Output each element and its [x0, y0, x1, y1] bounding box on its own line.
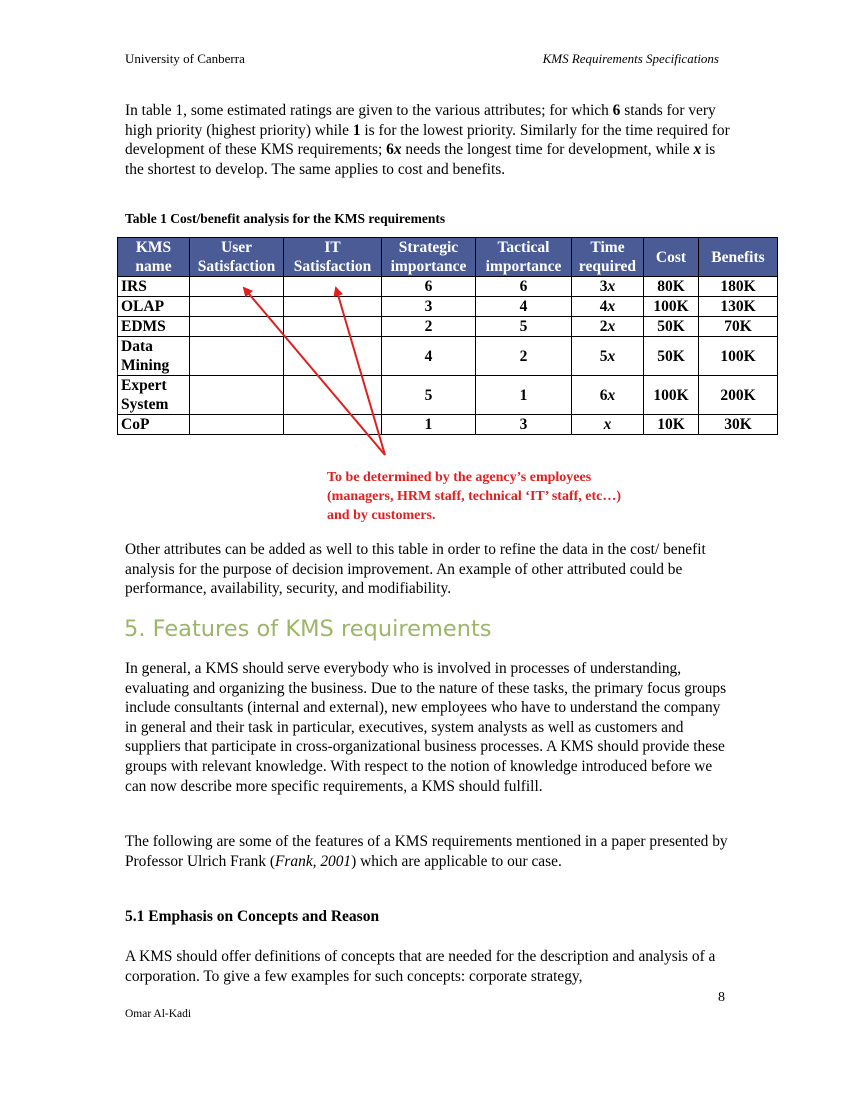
col-header-it-satisfaction: IT Satisfaction	[284, 238, 382, 277]
cell-name: OLAP	[118, 297, 190, 317]
intro-paragraph: In table 1, some estimated ratings are given to the various attributes; for which 6 stands for very high priority (highest priority) while 1 is for the lowest priority. Similarly for the time required for development of these KMS requirements; 6x needs the longest time for development, while x is the shortest to develop. The same applies to cost and benefits.	[125, 102, 730, 178]
cell-tactical: 6	[476, 277, 572, 297]
cell-time: 5x	[572, 337, 644, 376]
cell-tactical: 1	[476, 376, 572, 415]
cell-time: 4x	[572, 297, 644, 317]
col-header-cost: Cost	[644, 238, 699, 277]
cell-benefits: 200K	[699, 376, 778, 415]
cell-strategic: 4	[382, 337, 476, 376]
header-left: University of Canberra	[125, 51, 245, 66]
cell-tactical: 3	[476, 415, 572, 435]
col-header-kms-name: KMS name	[118, 238, 190, 277]
other-attributes-paragraph: Other attributes can be added as well to this table in order to refine the data in the cost/ benefit analysis for the purpose of decision improvement. An example of other attributed could be performance, availability, security, and modifiability.	[125, 541, 706, 598]
cell-benefits: 100K	[699, 337, 778, 376]
page-number: 8	[718, 990, 725, 1005]
cell-strategic: 2	[382, 317, 476, 337]
cell-strategic: 3	[382, 297, 476, 317]
cell-time: 3x	[572, 277, 644, 297]
footer-author: Omar Al-Kadi	[125, 1008, 192, 1020]
cell-name: CoP	[118, 415, 190, 435]
cell-benefits: 30K	[699, 415, 778, 435]
section-5-title: 5. Features of KMS requirements	[124, 616, 492, 642]
cell-name: EDMS	[118, 317, 190, 337]
cell-strategic: 6	[382, 277, 476, 297]
cell-tactical: 2	[476, 337, 572, 376]
section-5-paragraph-2: The following are some of the features of a KMS requirements mentioned in a paper presented by Professor Ulrich Frank (Frank, 2001) which are applicable to our case.	[125, 833, 728, 870]
cell-tactical: 5	[476, 317, 572, 337]
arrow-to-it-satisfaction	[336, 288, 385, 455]
section-5-1-paragraph: A KMS should offer definitions of concepts that are needed for the description and analysis of a corporation. To give a few examples for such concepts: corporate strategy,	[125, 948, 716, 985]
section-5-paragraph-1: In general, a KMS should serve everybody who is involved in processes of understanding, evaluating and organizing the business. Due to the nature of these tasks, the primary focus groups include consultants (internal and external), new employees who have to understand the company in general and their task in particular, executives, system analysts as well as customers and suppliers that participate in cross-organizational business processes. A KMS should provide these groups with relevant knowledge. With respect to the notion of knowledge introduced before we can now describe more specific requirements, a KMS should fulfill.	[125, 660, 727, 795]
cell-cost: 50K	[644, 337, 699, 376]
cell-benefits: 70K	[699, 317, 778, 337]
col-header-time-required: Time required	[572, 238, 644, 277]
cell-cost: 10K	[644, 415, 699, 435]
cell-strategic: 5	[382, 376, 476, 415]
table-caption: Table 1 Cost/benefit analysis for the KMS requirements	[125, 211, 446, 226]
cell-cost: 100K	[644, 297, 699, 317]
cell-strategic: 1	[382, 415, 476, 435]
cell-cost: 80K	[644, 277, 699, 297]
annotation-note: To be determined by the agency’s employees (managers, HRM staff, technical ‘IT’ staff, etc…) and by customers.	[327, 470, 622, 523]
cell-time: 6x	[572, 376, 644, 415]
cell-benefits: 130K	[699, 297, 778, 317]
section-5-1-title: 5.1 Emphasis on Concepts and Reason	[125, 908, 380, 925]
cell-name: Data Mining	[118, 337, 190, 376]
col-header-tactical-importance: Tactical importance	[476, 238, 572, 277]
col-header-user-satisfaction: User Satisfaction	[190, 238, 284, 277]
col-header-strategic-importance: Strategic importance	[382, 238, 476, 277]
arrow-to-user-satisfaction	[244, 288, 385, 455]
col-header-benefits: Benefits	[699, 238, 778, 277]
header-right: KMS Requirements Specifications	[542, 51, 719, 66]
cell-cost: 100K	[644, 376, 699, 415]
cell-name: IRS	[118, 277, 190, 297]
cell-time: x	[572, 415, 644, 435]
cell-time: 2x	[572, 317, 644, 337]
cell-tactical: 4	[476, 297, 572, 317]
cell-name: Expert System	[118, 376, 190, 415]
cell-cost: 50K	[644, 317, 699, 337]
cell-benefits: 180K	[699, 277, 778, 297]
